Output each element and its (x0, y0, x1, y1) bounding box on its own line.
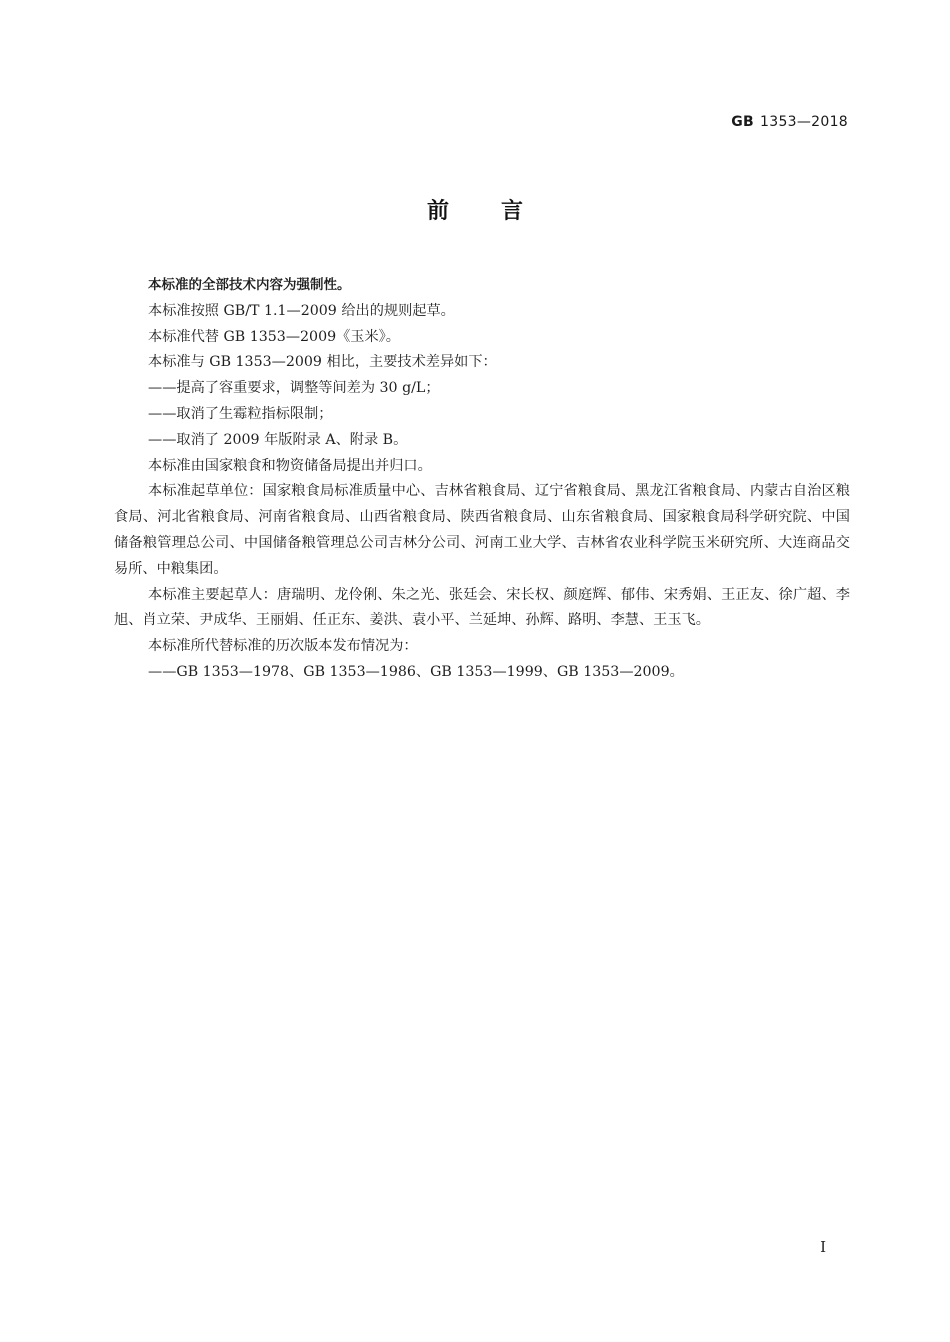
paragraph-drafting-units: 本标准起草单位：国家粮食局标准质量中心、吉林省粮食局、辽宁省粮食局、黑龙江省粮食局、内蒙古自治区粮食局、河北省粮食局、河南省粮食局、山西省粮食局、陕西省粮食局、山东省粮食局、国家粮食局科学研究院、中国储备粮管理总公司、中国储备粮管理总公司吉林分公司、河南工业大学、吉林省农业科学院玉米研究所、大连商品交易所、中粮集团。 (114, 483, 850, 577)
foreword-body (114, 273, 850, 686)
paragraph-mandatory: 本标准的全部技术内容为强制性。 (148, 277, 351, 293)
difference-item: ——取消了 2009 年版附录 A、附录 B。 (148, 431, 408, 448)
paragraph-differences: 本标准与 GB 1353—2009 相比，主要技术差异如下： (148, 354, 497, 371)
standard-number (731, 114, 848, 130)
paragraph-history: 本标准所代替标准的历次版本发布情况为： (148, 638, 418, 655)
page-title: 前言 (426, 199, 575, 224)
difference-item: ——提高了容重要求，调整等间差为 30 g/L； (148, 380, 440, 397)
paragraph-replaces: 本标准代替 GB 1353—2009《玉米》。 (148, 328, 400, 345)
page-number: I (820, 1238, 826, 1256)
paragraph-proposer: 本标准由国家粮食和物资储备局提出并归口。 (148, 457, 432, 474)
difference-item: ——取消了生霉粒指标限制； (148, 405, 333, 422)
standard-prefix: GB (731, 114, 755, 130)
standard-code: 1353—2018 (760, 114, 848, 130)
paragraph-drafters: 本标准主要起草人：唐瑞明、龙伶俐、朱之光、张廷会、宋长权、颜庭辉、郁伟、宋秀娟、王正友、徐广超、李旭、肖立荣、尹成华、王丽娟、任正东、姜洪、袁小平、兰延坤、孙辉、路明、李慧、王玉飞。 (114, 586, 850, 629)
paragraph-drafting-rules: 本标准按照 GB/T 1.1—2009 给出的规则起草。 (148, 302, 455, 319)
history-item: ——GB 1353—1978、GB 1353—1986、GB 1353—1999、GB 1353—2009。 (148, 663, 684, 680)
